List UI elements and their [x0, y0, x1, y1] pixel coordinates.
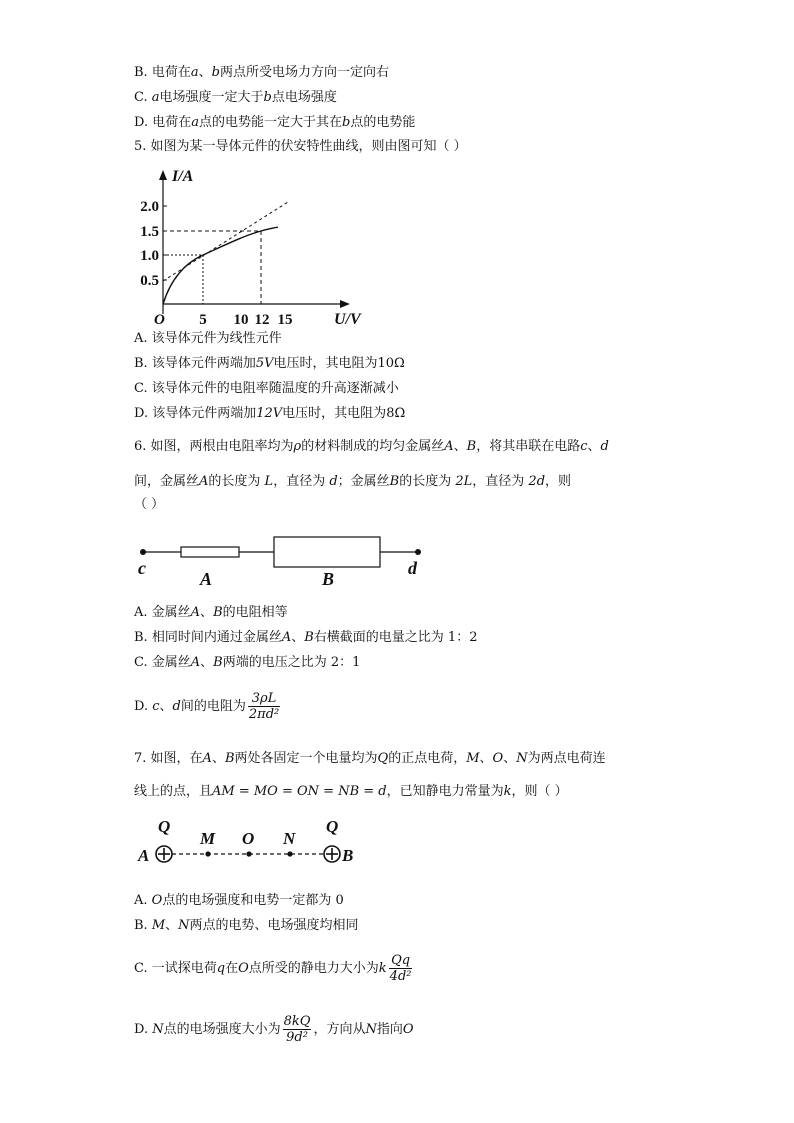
- label-q-b: Q: [326, 817, 339, 836]
- label-c: c: [138, 558, 146, 578]
- q6-option-d: D. c、d间的电阻为 $\frac{3\rho L}{\text{2πd²}}$: [134, 691, 280, 722]
- q5-iv-graph: [128, 164, 388, 329]
- y-tick-label: 1.5: [140, 224, 159, 240]
- x-axis-label: U/V: [334, 311, 361, 328]
- q7-option-d: D. N点的电场强度大小为 $\frac{8kQ}{\text{9d²}}$ ，方向从N指向O: [134, 1014, 414, 1045]
- terminal-c: [140, 549, 146, 555]
- q7-stem-line2: 线上的点，且AM = MO = ON = NB = d，已知静电力常量为k，则（ ）: [134, 784, 568, 799]
- y-axis-arrow: [159, 170, 167, 180]
- x-tick-label: 10: [233, 312, 249, 328]
- origin-label: O: [154, 312, 165, 328]
- fraction: $\frac{3\rho L}{\text{2πd²}}$: [248, 691, 280, 722]
- wire-b: [274, 537, 380, 567]
- q7-option-a: A. O点的电场强度和电势一定都为 0: [134, 893, 344, 908]
- tangent-line: [163, 202, 288, 281]
- q4-option-b: B. 电荷在a、b两点所受电场力方向一定向右: [134, 65, 389, 80]
- terminal-d: [415, 549, 421, 555]
- label-n: N: [283, 829, 296, 848]
- label-b: B: [322, 569, 335, 589]
- q6-stem-line1: 6. 如图，两根由电阻率均为ρ的材料制成的均匀金属丝A、B，将其串联在电路c、d: [134, 439, 609, 454]
- x-tick-label: 5: [199, 312, 207, 328]
- q6-circuit-diagram: [134, 534, 434, 590]
- fraction: $\frac{8kQ}{\text{9d²}}$: [283, 1014, 311, 1045]
- q5-option-b: B. 该导体元件两端加5V电压时，其电阻为10Ω: [134, 356, 405, 371]
- q5-option-c: C. 该导体元件的电阻率随温度的升高逐渐减小: [134, 381, 399, 396]
- q7-option-c: C. 一试探电荷q在O点所受的静电力大小为k $\frac{Qq}{\text{4d²}}$: [134, 953, 412, 984]
- point-n: [287, 851, 292, 856]
- q5-option-a: A. 该导体元件为线性元件: [134, 331, 282, 346]
- x-tick-label: 12: [254, 312, 270, 328]
- point-o: [246, 851, 251, 856]
- q6-option-c: C. 金属丝A、B两端的电压之比为 2：1: [134, 655, 361, 670]
- q6-stem-line3: （ ）: [134, 497, 165, 512]
- y-tick-label: 0.5: [140, 273, 159, 289]
- y-tick-label: 2.0: [140, 199, 159, 215]
- label-o: O: [242, 829, 255, 848]
- point-m: [205, 851, 210, 856]
- label-a: A: [138, 846, 150, 865]
- q6-option-b: B. 相同时间内通过金属丝A、B右横截面的电量之比为 1：2: [134, 630, 478, 645]
- label-a: A: [200, 569, 213, 589]
- q7-option-b: B. M、N两点的电势、电场强度均相同: [134, 918, 359, 933]
- label-d: d: [408, 558, 417, 578]
- label-m: M: [200, 829, 216, 848]
- q6-option-a: A. 金属丝A、B的电阻相等: [134, 605, 288, 620]
- q6-stem-line2: 间，金属丝A的长度为 L，直径为 d；金属丝B的长度为 2L，直径为 2d，则: [134, 474, 572, 489]
- x-axis-arrow: [340, 300, 350, 308]
- q4-option-c: C. a电场强度一定大于b点电场强度: [134, 90, 337, 105]
- wire-a: [181, 547, 239, 557]
- label-b: B: [342, 846, 354, 865]
- fraction: $\frac{Qq}{\text{4d²}}$: [389, 953, 412, 984]
- label-q-a: Q: [158, 817, 171, 836]
- q7-charges-diagram: [134, 814, 374, 870]
- q7-stem-line1: 7. 如图，在A、B两处各固定一个电量均为Q的正点电荷，M、O、N为两点电荷连: [134, 751, 606, 766]
- q5-stem: 5. 如图为某一导体元件的伏安特性曲线，则由图可知（ ）: [134, 139, 467, 154]
- q4-option-d: D. 电荷在a点的电势能一定大于其在b点的电势能: [134, 115, 416, 130]
- q5-option-d: D. 该导体元件两端加12V电压时，其电阻为8Ω: [134, 406, 406, 421]
- y-tick-label: 1.0: [140, 248, 159, 264]
- y-axis-label: I/A: [172, 168, 194, 185]
- x-tick-label: 15: [277, 312, 293, 328]
